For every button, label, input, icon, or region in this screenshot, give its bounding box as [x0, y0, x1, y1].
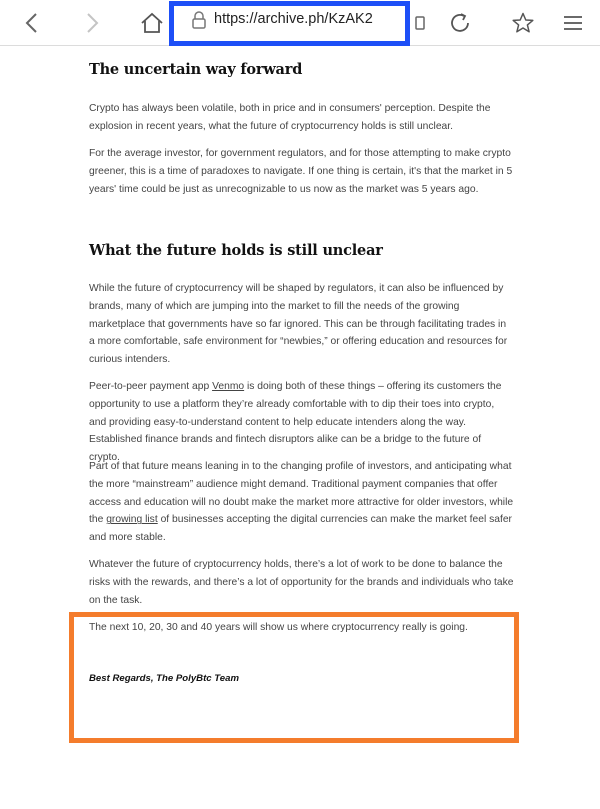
bookmark-button[interactable] [506, 6, 540, 40]
paragraph: The next 10, 20, 30 and 40 years will show us where cryptocurrency really is going. [89, 622, 468, 633]
paragraph-text: Part of that future means leaning in to the changing profile of investors, and anticipating what the more “mainstream” audience might demand. Traditional payment companies that offer access and education will no doubt make the market more attractive for older investors, while the [89, 461, 514, 526]
tabs-button[interactable] [400, 6, 434, 40]
paragraph-text: Peer-to-peer payment app [89, 381, 213, 392]
reload-icon [448, 11, 472, 35]
lock-icon [190, 10, 208, 30]
signoff: Best Regards, The PolyBtc Team [89, 673, 239, 684]
menu-button[interactable] [556, 6, 590, 40]
star-icon [511, 11, 535, 35]
paragraph: Whatever the future of cryptocurrency holds, there’s a lot of work to be done to balance the risks with the rewards, and there’s a lot of opportunity for the brands and individuals who take on the task. [89, 559, 514, 606]
tabs-icon [408, 11, 426, 35]
paragraph [89, 378, 514, 467]
paragraph-text: is doing both of these things – offering its customers the opportunity to use a platform they’re already comfortable with to dip their toes into crypto, and providing easy-to-understand content to help educate intenders along the way. Established finance brands and fintech disruptors alike can be a bridge to the future of crypto. [89, 381, 502, 464]
forward-button[interactable] [75, 6, 109, 40]
browser-toolbar [0, 0, 600, 46]
back-button[interactable] [15, 6, 49, 40]
section-heading-uncertain: The uncertain way forward [89, 61, 303, 78]
venmo-link[interactable]: Venmo [212, 381, 245, 392]
paragraph: For the average investor, for government regulators, and for those attempting to make crypto greener, this is a time of paradoxes to navigate. If one thing is certain, it's that the market in 5 years' time could be just as unrecognizable to us now as the market was 5 years ago. [89, 148, 513, 195]
paragraph-text: of businesses accepting the digital currencies can make the market feel safer and more stable. [89, 514, 512, 544]
growing-list-link[interactable]: growing list [106, 514, 158, 526]
section-heading-future: What the future holds is still unclear [89, 242, 383, 259]
paragraph [89, 458, 514, 547]
paragraph: While the future of cryptocurrency will be shaped by regulators, it can also be influenced by brands, many of which are jumping into the market to fill the needs of the growing marketplace that governments have so far ignored. This can be through facilitating trades in a more comfortable, safe environment for “newbies,” or offering education and resources for curious intenders. [89, 283, 508, 366]
paragraph: Crypto has always been volatile, both in price and in consumers' perception. Despite the explosion in recent years, what the future of cryptocurrency holds is still unclear. [89, 103, 491, 132]
forward-arrow-icon [82, 11, 102, 35]
menu-icon [562, 12, 584, 34]
reload-button[interactable] [443, 6, 477, 40]
url-text: https://archive.ph/KzAK2 [214, 11, 373, 27]
home-button[interactable] [135, 6, 169, 40]
home-icon [140, 11, 164, 35]
back-arrow-icon [22, 11, 42, 35]
address-bar[interactable] [190, 6, 400, 38]
